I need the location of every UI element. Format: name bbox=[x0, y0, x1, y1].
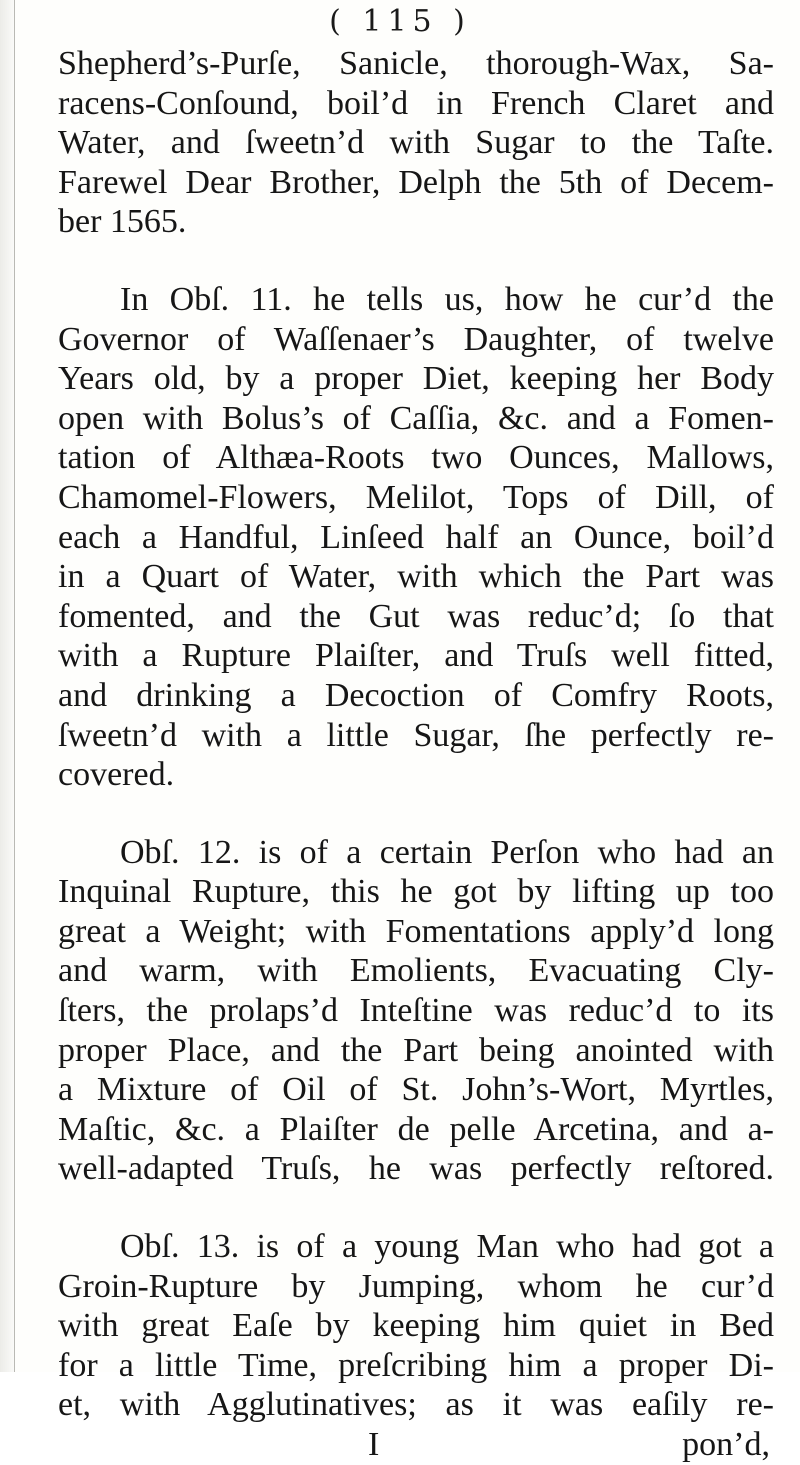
text-line: tation of Althæa-Roots two Ounces, Mallows, bbox=[58, 439, 774, 477]
text-line: ber 1565. bbox=[58, 203, 187, 241]
text-line: Inquinal Rupture, this he got by lifting up too bbox=[58, 873, 774, 911]
paragraph-1 bbox=[58, 44, 774, 242]
text-line: great a Weight; with Fomentations apply’d long bbox=[58, 912, 774, 950]
paragraph-4 bbox=[58, 1227, 774, 1425]
text-line: open with Bolus’s of Caſſia, &c. and a Fomen- bbox=[58, 399, 774, 437]
text-line: Obſ. 12. is of a certain Perſon who had an bbox=[120, 833, 774, 871]
text-line: proper Place, and the Part being anointed with bbox=[58, 1031, 774, 1069]
text-line: Farewel Dear Brother, Delph the 5th of Decem- bbox=[58, 163, 774, 201]
text-line: fomented, and the Gut was reduc’d; ſo that bbox=[58, 597, 774, 635]
catchword: pon’d, bbox=[682, 1426, 770, 1463]
text-line: ſweetn’d with a little Sugar, ſhe perfectly re- bbox=[58, 716, 774, 754]
paragraph-2 bbox=[58, 280, 774, 795]
text-line: in a Quart of Water, with which the Part was bbox=[58, 558, 774, 596]
text-line: Groin-Rupture by Jumping, whom he cur’d bbox=[58, 1267, 774, 1305]
text-line: Obſ. 13. is of a young Man who had got a bbox=[120, 1228, 774, 1266]
text-line: Shepherd’s-Purſe, Sanicle, thorough-Wax, Sa- bbox=[58, 45, 774, 82]
text-line: for a little Time, preſcribing him a proper Di- bbox=[58, 1346, 774, 1384]
text-line: racens-Conſound, boil’d in French Claret and bbox=[58, 84, 774, 122]
text-line: with a Rupture Plaiſter, and Truſs well fitted, bbox=[58, 637, 774, 675]
text-line: covered. bbox=[58, 756, 175, 794]
text-line: and warm, with Emolients, Evacuating Cly- bbox=[58, 952, 774, 990]
page-number: ( 115 ) bbox=[329, 4, 471, 39]
paragraph-gap bbox=[58, 242, 774, 280]
paragraph-gap bbox=[58, 1189, 774, 1227]
text-line: Chamomel-Flowers, Melilot, Tops of Dill, of bbox=[58, 478, 774, 516]
page-binding-edge bbox=[0, 0, 15, 1372]
text-line: well-adapted Truſs, he was perfectly reſtored. bbox=[58, 1150, 774, 1188]
text-line: and drinking a Decoction of Comfry Roots, bbox=[58, 676, 774, 714]
text-line: Water, and ſweetn’d with Sugar to the Taſte. bbox=[58, 124, 774, 162]
paragraph-gap bbox=[58, 795, 774, 833]
text-line: Maſtic, &c. a Plaiſter de pelle Arcetina, and a- bbox=[58, 1110, 774, 1148]
page-text bbox=[58, 44, 774, 1465]
text-line: Years old, by a proper Diet, keeping her Body bbox=[58, 360, 774, 398]
text-line: et, with Agglutinatives; as it was eaſily re- bbox=[58, 1386, 774, 1424]
page-footer bbox=[58, 1425, 774, 1465]
paragraph-3 bbox=[58, 833, 774, 1189]
text-line: a Mixture of Oil of St. John’s-Wort, Myrtles, bbox=[58, 1071, 774, 1109]
text-line: with great Eaſe by keeping him quiet in Bed bbox=[58, 1307, 774, 1345]
text-line: ſters, the prolaps’d Inteſtine was reduc’d to its bbox=[58, 992, 774, 1030]
text-line: each a Handful, Linſeed half an Ounce, boil’d bbox=[58, 518, 774, 556]
text-line: In Obſ. 11. he tells us, how he cur’d the bbox=[120, 280, 774, 318]
signature-mark: I bbox=[368, 1426, 380, 1463]
text-line: Governor of Waſſenaer’s Daughter, of twelve bbox=[58, 320, 774, 358]
